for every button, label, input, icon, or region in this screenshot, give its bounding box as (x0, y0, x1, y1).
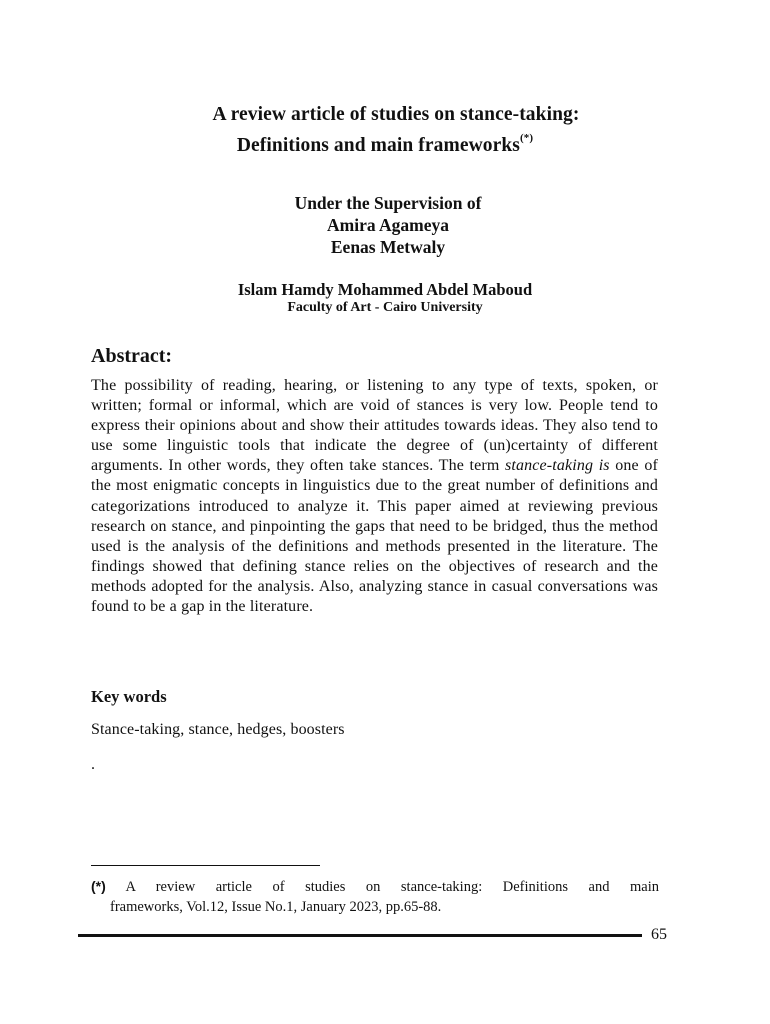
page-bottom-rule (78, 934, 642, 937)
author-affiliation: Faculty of Art - Cairo University (287, 300, 483, 315)
author-name: Islam Hamdy Mohammed Abdel Maboud (237, 280, 533, 299)
article-title-line2 (0, 132, 770, 157)
footnote-line1-text: A review article of studies on stance-taking: Definitions and main (125, 879, 659, 895)
abstract-heading: Abstract: (91, 345, 173, 367)
footnote-separator (91, 865, 320, 866)
footnote-line1 (91, 876, 659, 897)
footnote-marker: (*) (91, 878, 106, 894)
title-footnote-marker[interactable]: (*) (520, 132, 534, 144)
page-number: 65 (651, 926, 667, 943)
footnote-line2: frameworks, Vol.12, Issue No.1, January 2023, pp.65-88. (110, 899, 442, 915)
supervisor-name-1: Amira Agameya (327, 215, 449, 235)
abstract-text-part2: one of the most enigmatic concepts in linguistics due to the great number of definitions and categorizations introduced to analyze it. This paper aimed at reviewing previous research on stance, and pinpointing the gaps that need to be bridged, thus the method used is the analysis of the definitions and methods presented in the literature. The findings showed that defining stance relies on the objectives of research and the methods adopted for the analysis. Also, analyzing stance in casual conversations was found to be a gap in the literature. (91, 457, 658, 616)
keywords-list: Stance-taking, stance, hedges, boosters (91, 721, 345, 738)
supervisor-name-2: Eenas Metwaly (330, 237, 446, 257)
keywords-heading: Key words (91, 687, 167, 706)
footnote (91, 876, 659, 917)
abstract-text-part1: The possibility of reading, hearing, or listening to any type of texts, spoken, or written; formal or informal, which are void of stances is very low. People tend to express their opinions about and show their attitudes towards ideas. They also tend to use some linguistic tools that indicate the degree of (un)certainty of different arguments. In other words, they often take stances. The term (91, 377, 658, 475)
abstract-italic-term: stance-taking is (505, 457, 610, 475)
trailing-dot: . (91, 756, 95, 773)
abstract-body (91, 376, 658, 617)
article-title-line2-text: Definitions and main frameworks (236, 135, 520, 156)
supervision-label: Under the Supervision of (294, 193, 482, 213)
article-title-line1: A review article of studies on stance-taking: (212, 104, 580, 125)
